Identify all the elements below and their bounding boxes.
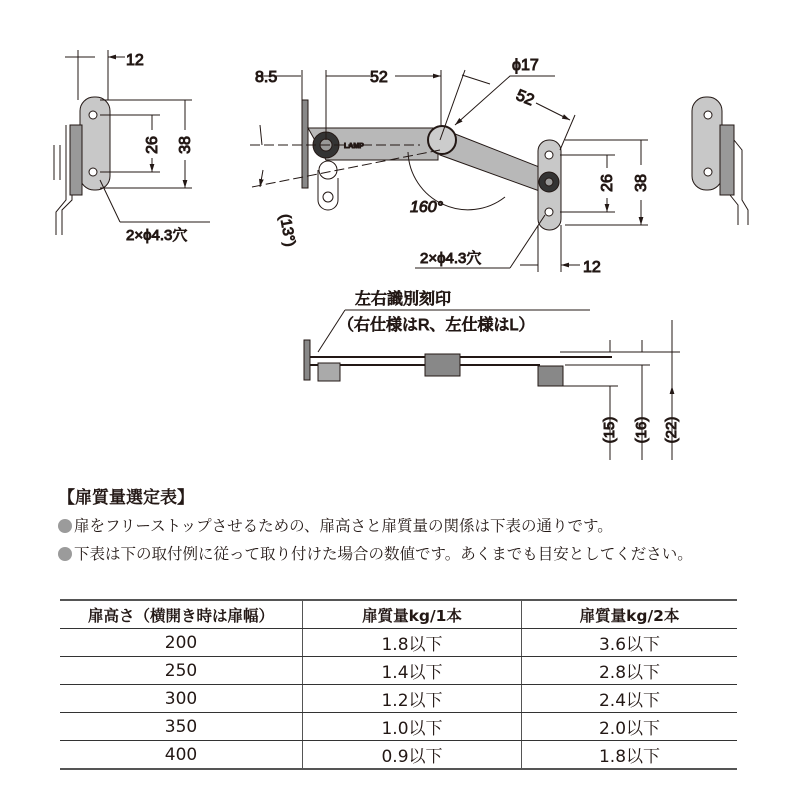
section-title: 【扉質量選定表】	[58, 488, 194, 508]
cell: 2.0以下	[522, 713, 738, 741]
svg-text:（右仕様はR、左仕様はL）: （右仕様はR、左仕様はL）	[338, 317, 535, 334]
svg-text:(22): (22)	[663, 416, 680, 444]
svg-text:(15): (15)	[601, 416, 618, 444]
note-item	[58, 515, 748, 537]
svg-text:(13°): (13°)	[276, 212, 299, 248]
cell: 1.8以下	[522, 741, 738, 770]
cell: 1.2以下	[303, 685, 522, 713]
table-row	[60, 741, 737, 770]
cell: 400	[60, 741, 303, 770]
svg-text:12: 12	[126, 52, 144, 69]
cell: 300	[60, 685, 303, 713]
svg-text:26: 26	[144, 136, 161, 154]
cell: 1.0以下	[303, 713, 522, 741]
svg-text:38: 38	[633, 174, 650, 192]
table-header-row	[60, 600, 737, 629]
svg-text:38: 38	[177, 136, 194, 154]
header-weight-2: 扉質量kg/2本	[522, 600, 738, 629]
svg-text:左右識別刻印: 左右識別刻印	[355, 291, 452, 308]
svg-text:52: 52	[370, 69, 388, 86]
note-text: 扉をフリーストップさせるための、扉高さと扉質量の関係は下表の通りです。	[74, 517, 613, 535]
bottom-top-view	[304, 290, 680, 460]
header-door-height: 扉高さ（横開き時は扉幅）	[60, 600, 303, 629]
table-row	[60, 657, 737, 685]
svg-text:12: 12	[583, 259, 601, 276]
svg-text:2×ϕ4.3穴: 2×ϕ4.3穴	[126, 227, 188, 244]
svg-text:2×ϕ4.3穴: 2×ϕ4.3穴	[420, 250, 482, 267]
cell: 1.4以下	[303, 657, 522, 685]
left-side-view	[54, 50, 210, 244]
cell: 2.8以下	[522, 657, 738, 685]
note-text: 下表は下の取付例に従って取り付けた場合の数値です。あくまでも目安としてください。	[74, 545, 693, 563]
main-front-view	[250, 57, 650, 276]
table-row	[60, 629, 737, 657]
svg-text:(16): (16)	[633, 416, 650, 444]
cell: 350	[60, 713, 303, 741]
header-weight-1: 扉質量kg/1本	[303, 600, 522, 629]
svg-text:160°: 160°	[410, 199, 444, 216]
bullet-icon	[58, 519, 72, 533]
door-weight-table	[60, 599, 737, 770]
svg-text:26: 26	[599, 174, 616, 192]
svg-text:ϕ17: ϕ17	[512, 57, 539, 74]
svg-text:8.5: 8.5	[255, 69, 278, 86]
note-item	[58, 543, 754, 565]
cell: 0.9以下	[303, 741, 522, 770]
cell: 2.4以下	[522, 685, 738, 713]
cell: 200	[60, 629, 303, 657]
svg-text:52: 52	[513, 86, 537, 110]
table-row	[60, 713, 737, 741]
bullet-icon	[58, 547, 72, 561]
cell: 1.8以下	[303, 629, 522, 657]
table-row	[60, 685, 737, 713]
svg-text:LAMP: LAMP	[344, 143, 364, 150]
right-side-view	[692, 97, 748, 225]
cell: 3.6以下	[522, 629, 738, 657]
cell: 250	[60, 657, 303, 685]
